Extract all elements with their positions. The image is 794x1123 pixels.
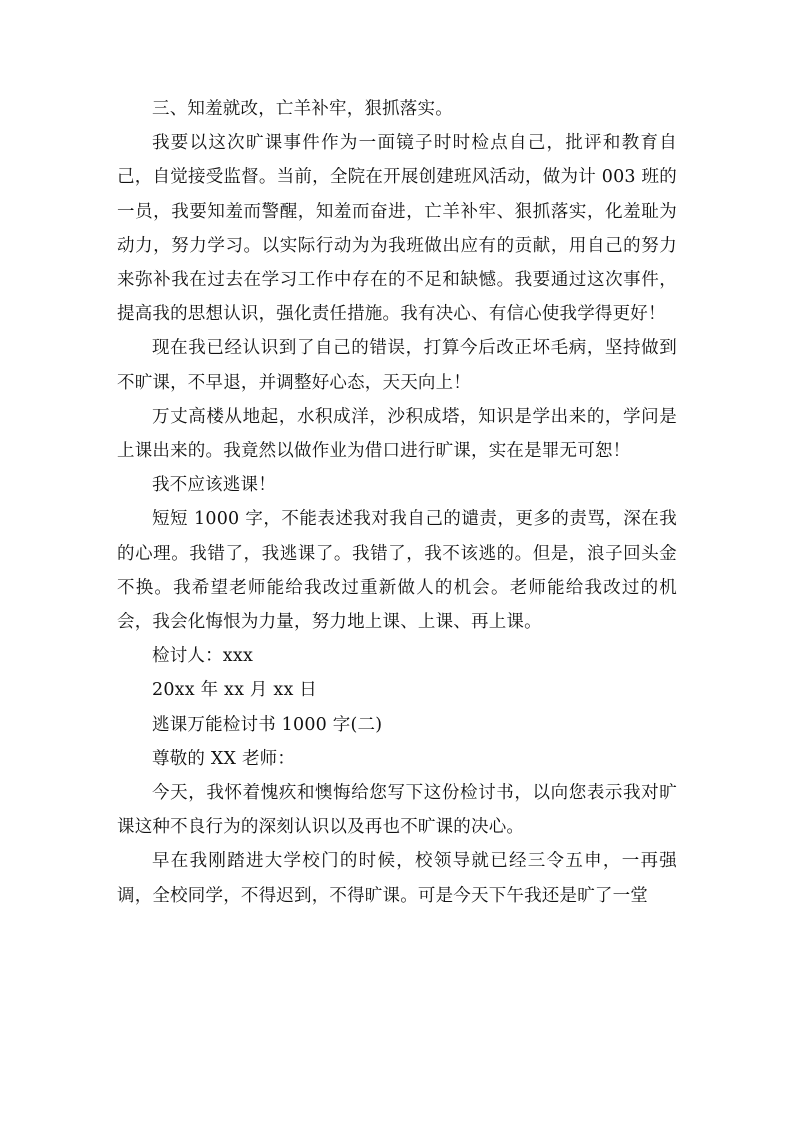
body-paragraph: 万丈高楼从地起，水积成洋，沙积成塔，知识是学出来的，学问是上课出来的。我竟然以做作业为借口进行旷课，实在是罪无可恕！: [117, 406, 677, 462]
salutation: 尊敬的 XX 老师：: [152, 748, 296, 769]
body-paragraph: 今天，我怀着愧疚和懊悔给您写下这份检讨书，以向您表示我对旷课这种不良行为的深刻认识以及再也不旷课的决心。: [117, 783, 677, 838]
body-paragraph: 早在我刚踏进大学校门的时候，校领导就已经三令五申，一再强调，全校同学，不得迟到，不得旷课。可是今天下午我还是旷了一堂: [117, 851, 677, 906]
signature-line: 检讨人：xxx: [152, 646, 254, 667]
section-heading-three: 三、知羞就改，亡羊补牢，狠抓落实。: [152, 99, 453, 119]
document-body: [117, 92, 677, 913]
body-paragraph: 现在我已经认识到了自己的错误，打算今后改正坏毛病，坚持做到不旷课，不早退，并调整好心态，天天向上！: [117, 338, 677, 393]
body-paragraph: 我要以这次旷课事件作为一面镜子时时检点自己，批评和教育自己，自觉接受监督。当前，全院在开展创建班风活动，做为计 003 班的一员，我要知羞而警醒，知羞而奋进，亡羊补牢、狠抓落实，化羞耻为动力，努力学习。以实际行动为为我班做出应有的贡献，用自己的努力来弥补我在过去在学习工作中存在的不足和缺憾。我要通过这次事件，提高我的思想认识，强化责任措施。我有决心、有信心使我学得更好！: [117, 133, 677, 325]
document-title-two: 逃课万能检讨书 1000 字(二): [152, 714, 383, 735]
body-paragraph: 短短 1000 字，不能表述我对我自己的谴责，更多的责骂，深在我的心理。我错了，我逃课了。我错了，我不该逃的。但是，浪子回头金不换。我希望老师能给我改过重新做人的机会。老师能给我改过的机会，我会化悔恨为力量，努力地上课、上课、再上课。: [117, 509, 677, 633]
date-line: 20xx 年 xx 月 xx 日: [152, 680, 317, 701]
body-paragraph: 我不应该逃课！: [152, 475, 276, 496]
